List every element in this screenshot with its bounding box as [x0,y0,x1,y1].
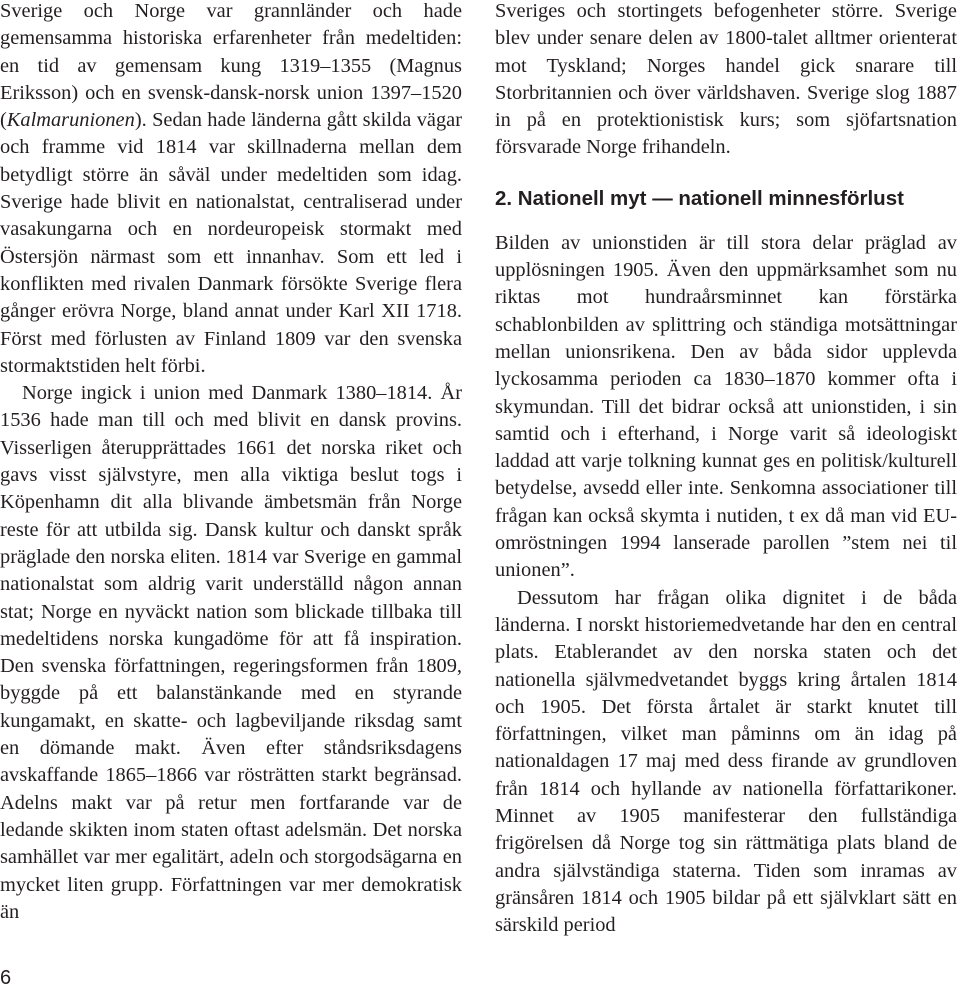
body-paragraph-3: Bilden av unionstiden är till stora delar präglad av upplösningen 1905. Även den uppmärksamhet som nu riktas mot hundraårsminnet kan förstärka schablonbilden av splittring och ständiga motsättningar mellan unionsrikena. Den av båda sidor upplevda lyckosamma perioden ca 1830–1870 kommer ofta i skymundan. Till det bidrar också att unionstiden, i sin samtid och i efterhand, i Norge varit så ideologiskt laddad att varje tolkning kunnat ges en politisk/kulturell betydelse, avsedd eller inte. Senkomna associationer till frågan kan också skymta i nutiden, t ex då man vid EU-omröstningen 1994 lanserade parollen ”stem nei til unionen”. [495,231,957,582]
page-number: 6 [0,967,12,989]
section-heading: 2. Nationell myt — nationell minnesförlust [495,186,904,210]
emphasis-kalmarunionen: Kalmarunionen [6,109,135,132]
left-column [0,0,462,926]
body-paragraph-continued: Sveriges och stortingets befogenheter större. Sverige blev under senare delen av 1800-talet alltmer orienterat mot Tyskland; Norges handel gick snarare till Storbritannien och över världshaven. Sverige slog 1887 in på en protektionistisk kurs; som sjöfartsnation försvarade Norge frihandeln. [495,0,957,159]
body-paragraph-1 [0,0,462,380]
body-paragraph-4: Dessutom har frågan olika dignitet i de båda länderna. I norskt historiemedvetande har den en central plats. Etablerandet av den norska staten och det nationella självmedvetandet byggs kring årtalen 1814 och 1905. Det första årtalet är starkt knutet till författningen, vilket man påminns om än idag på nationaldagen 17 maj med dess firande av grundloven från 1814 och hyllande av nationella författarikoner. Minnet av 1905 manifesterar den fullständiga frigörelsen då Norge tog sin rättmätiga plats bland de andra självständiga staterna. Tiden som inramas av gränsåren 1814 och 1905 bildar på ett självklart sätt en särskild period [495,586,957,937]
body-paragraph-2: Norge ingick i union med Danmark 1380–1814. År 1536 hade man till och med blivit en dansk provins. Visserligen återupprättades 1661 det norska riket och gavs visst självstyre, men alla viktiga beslut togs i Köpenhamn dit alla blivande ämbetsmän från Norge reste för att utbilda sig. Dansk kultur och danskt språk präglade den norska eliten. 1814 var Sverige en gammal nationalstat som aldrig varit underställd någon annan stat; Norge en nyväckt nation som blickade tillbaka till medeltidens norska kungadöme för att få inspiration. Den svenska författningen, regeringsformen från 1809, byggde på ett balanstänkande med en styrande kungamakt, en skatte- och lagbeviljande riksdag samt en dömande makt. Även efter ståndsriksdagens avskaffande 1865–1866 var rösträtten starkt begränsad. Adelns makt var på retur men fortfarande var de ledande skikten inom staten oftast adelsmän. Det norska samhället var mer egalitärt, adeln och storgodsägarna en mycket liten grupp. Författningen var mer demokratisk än [0,382,462,923]
paragraph-text: Sverige och Norge var grannländer och hade gemensamma historiska erfarenheter från medeltiden: en tid av gemensam kung 1319–1355 (Magnus Eriksson) och en svensk-dansk-norsk union 1397–1520 ( [0,0,462,132]
right-column [495,0,957,940]
paragraph-text: ). Sedan hade länderna gått skilda vägar och framme vid 1814 var skillnaderna mellan dem betydligt större än såväl under medeltiden som idag. Sverige hade blivit en nationalstat, centraliserad under vasakungarna och en nordeuropeisk stormakt med Östersjön närmast som ett innanhav. Som ett led i konflikten med rivalen Danmark försökte Sverige flera gånger erövra Norge, bland annat under Karl XII 1718. Först med förlusten av Finland 1809 var den svenska stormaktstiden helt förbi. [0,109,462,377]
